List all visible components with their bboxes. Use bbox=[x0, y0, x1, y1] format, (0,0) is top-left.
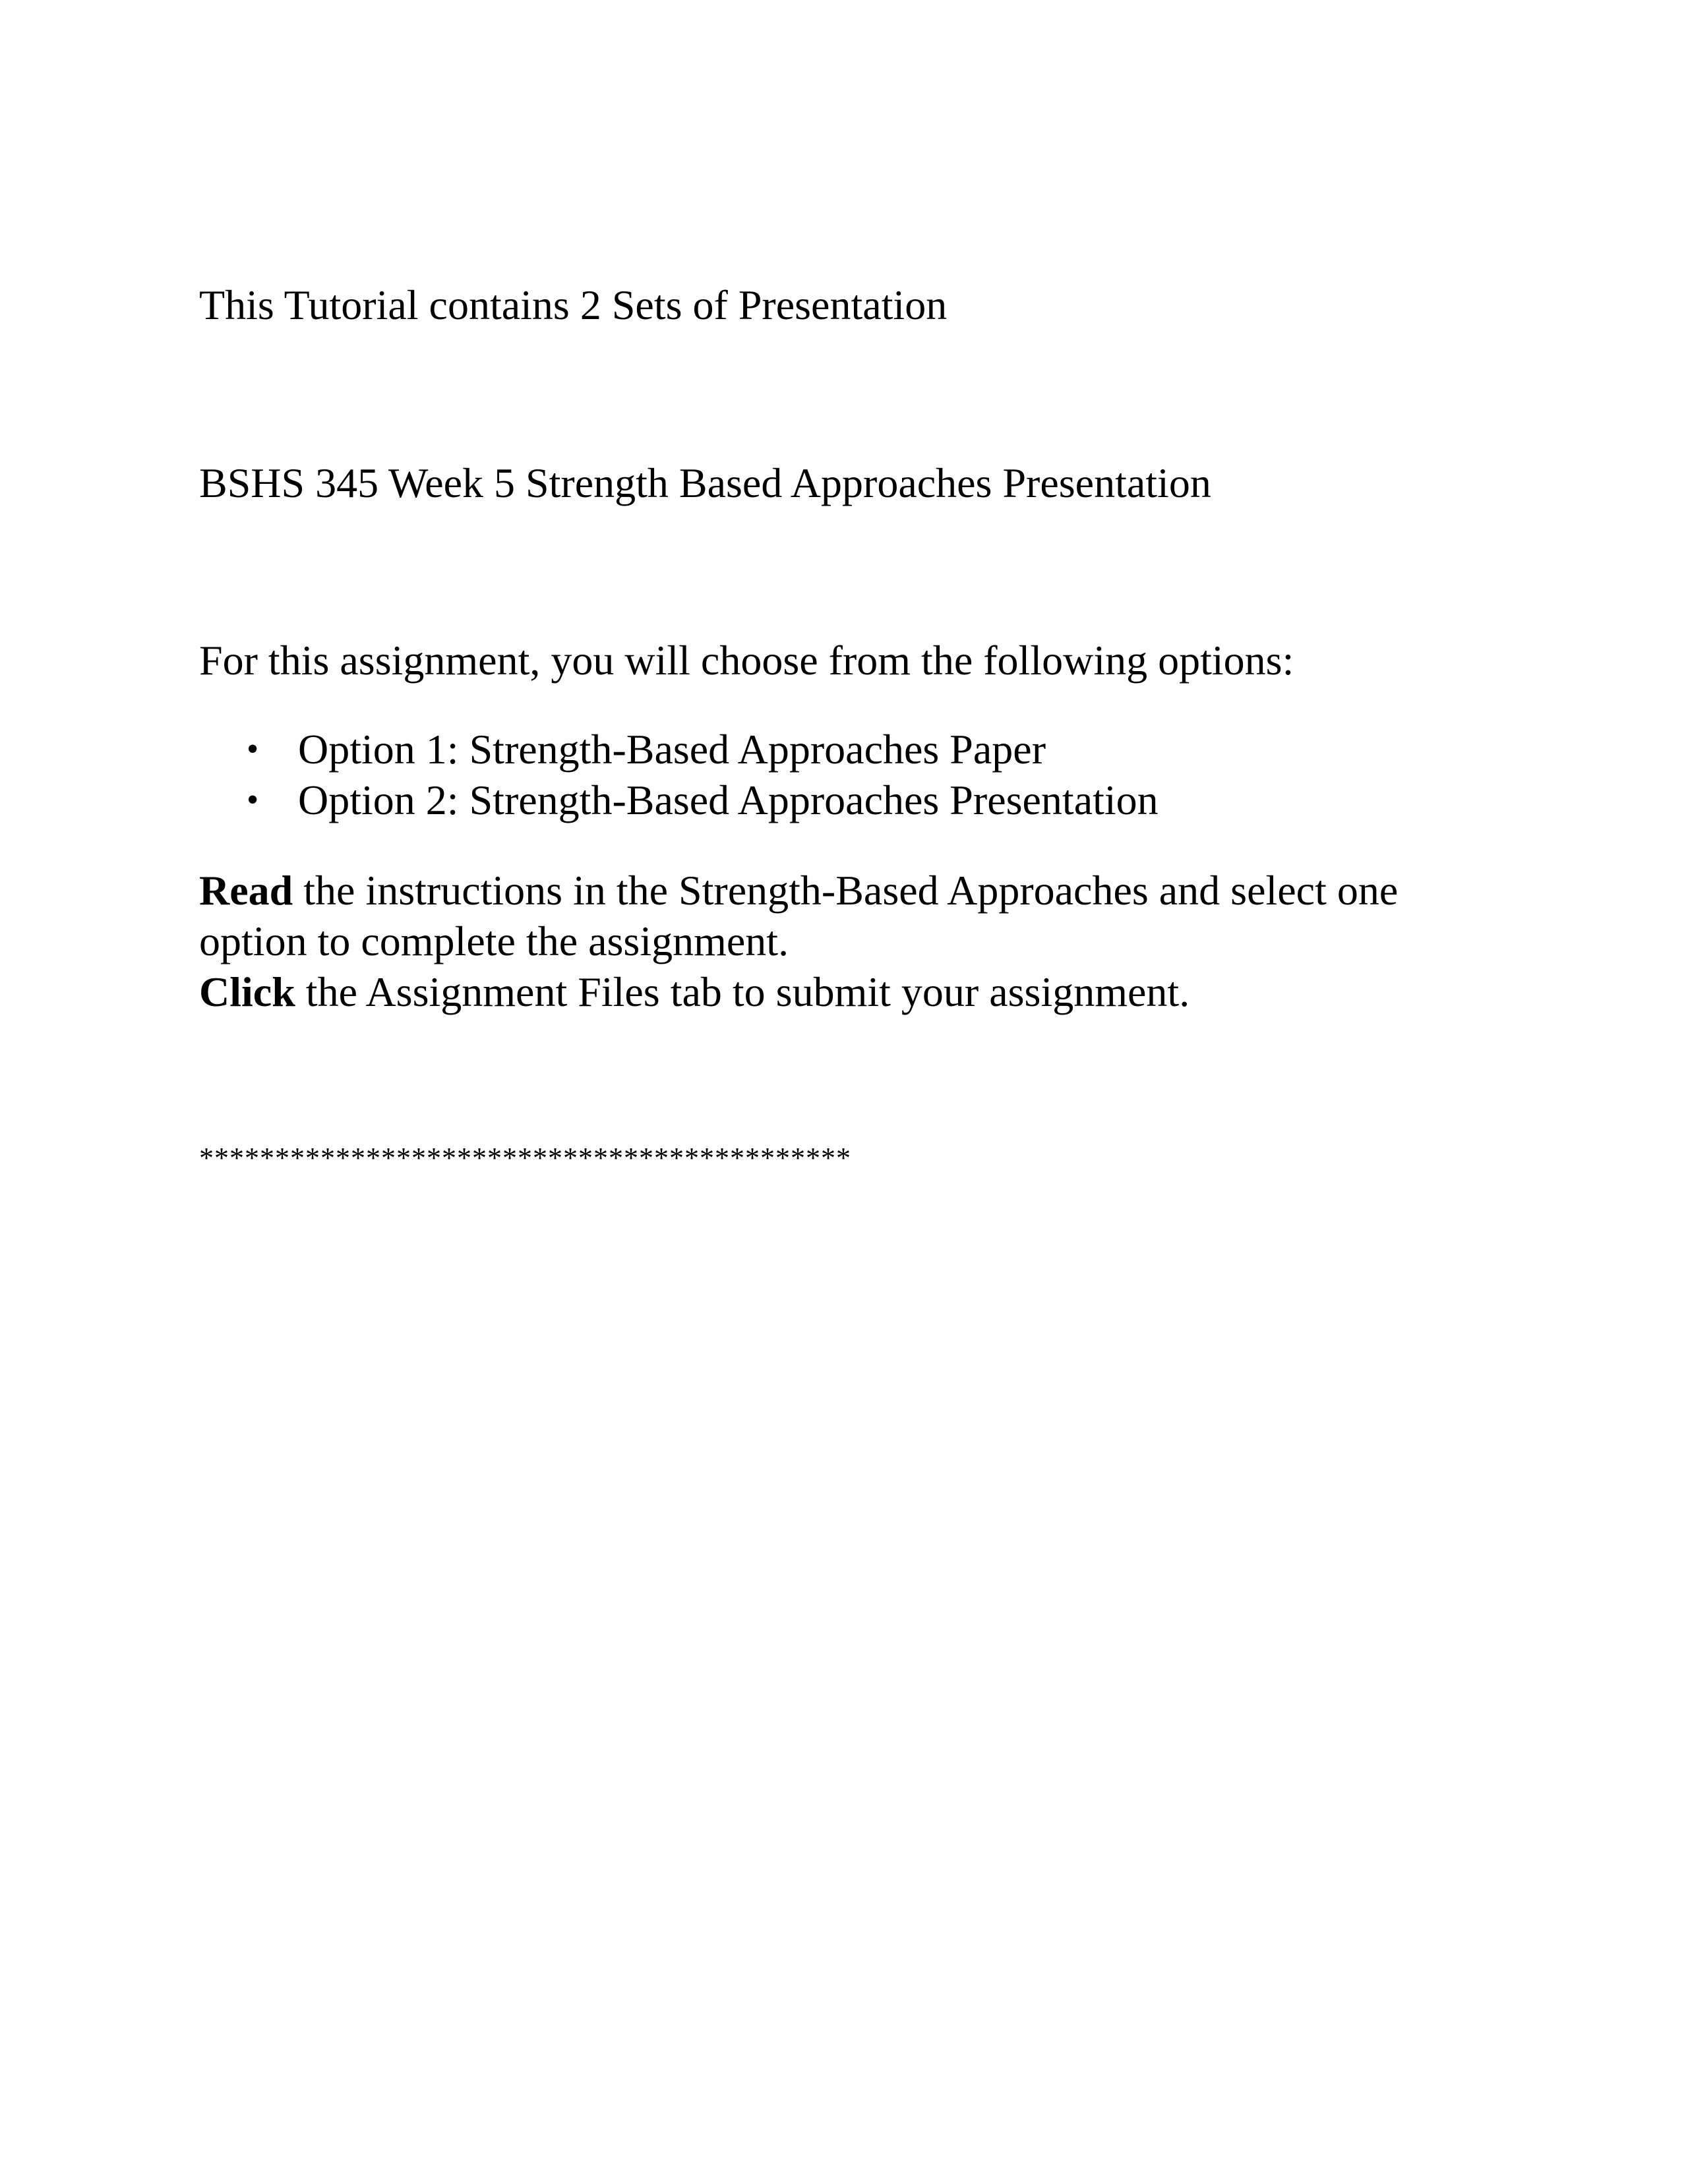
read-instruction-continuation: option to complete the assignment. bbox=[199, 918, 789, 964]
course-title: BSHS 345 Week 5 Strength Based Approaches Presentation bbox=[199, 459, 1211, 506]
read-instruction-text: the instructions in the Strength-Based Approaches and select one bbox=[293, 867, 1399, 914]
read-instruction-line bbox=[199, 865, 1518, 916]
bullet-icon: • bbox=[247, 730, 259, 768]
click-keyword: Click bbox=[199, 968, 295, 1015]
read-keyword: Read bbox=[199, 867, 293, 914]
click-instruction-line bbox=[199, 966, 1518, 1017]
options-intro-text: For this assignment, you will choose from the following options: bbox=[199, 637, 1294, 684]
instructions-block bbox=[199, 865, 1518, 1017]
bullet-icon: • bbox=[247, 781, 259, 819]
option-label: Option 1: Strength-Based Approaches Paper bbox=[298, 726, 1046, 773]
asterisk-separator: ******************************************* bbox=[199, 1142, 851, 1174]
option-label: Option 2: Strength-Based Approaches Presentation bbox=[298, 777, 1159, 823]
click-instruction-text: the Assignment Files tab to submit your assignment. bbox=[295, 968, 1190, 1015]
options-list bbox=[199, 724, 1159, 825]
list-item-option-2 bbox=[199, 775, 1159, 825]
tutorial-intro-text: This Tutorial contains 2 Sets of Presentation bbox=[199, 281, 948, 328]
list-item-option-1 bbox=[199, 724, 1159, 775]
